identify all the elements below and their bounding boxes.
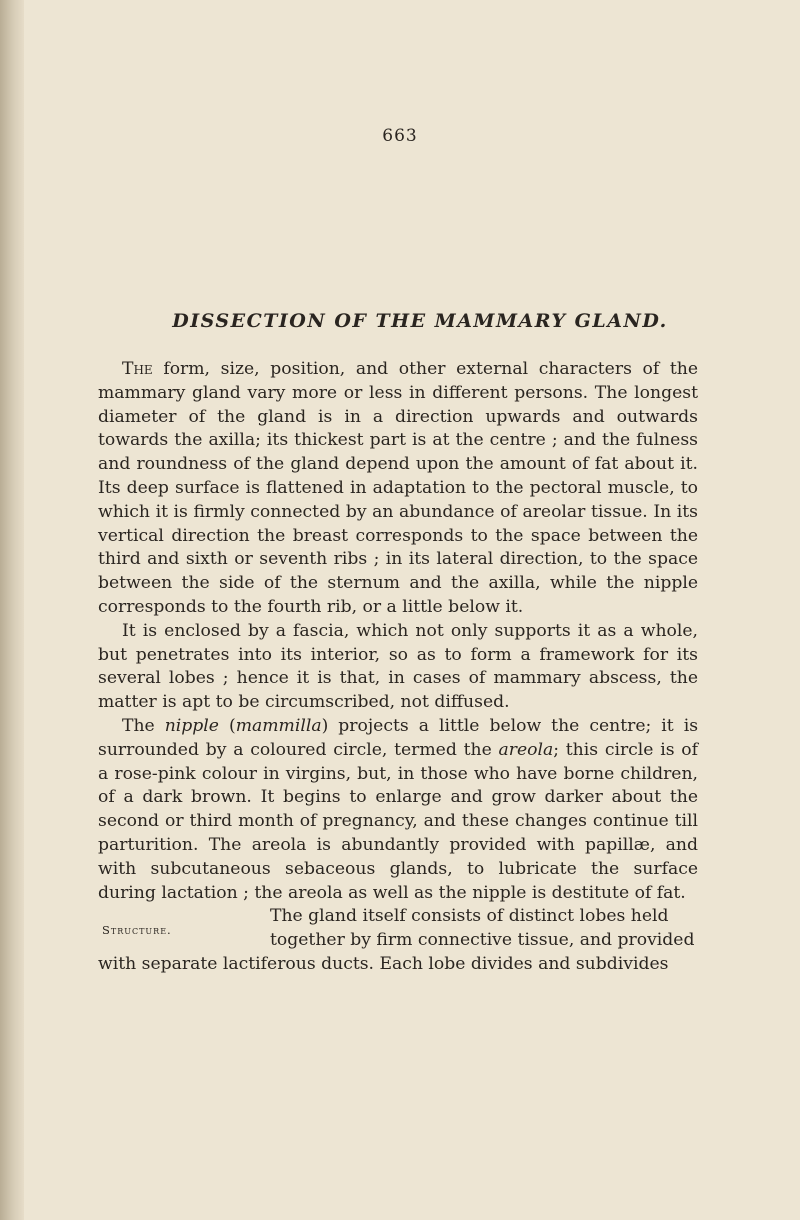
paragraph-3: The nipple (mammilla) projects a little below the centre; it is surrounded by a coloured circle, termed the areola; this circle is of a rose-pink colour in virgins, but, in those who have borne children, of a dark brown. It begins to enlarge and grow darker about the second or third month of pregnancy, and these changes continue till parturition. The areola is abundantly provided with papillæ, and with subcutaneous sebaceous glands, to lubricate the surface during lactation ; the areola as well as the nipple is destitute of fat. [98,715,699,903]
paragraph-1-lead: The [122,359,153,379]
paragraph-1 [98,358,698,620]
term-areola: areola [498,739,554,760]
structure-line-3: with separate lactiferous ducts. Each lobe divides and subdivides [98,953,669,974]
term-nipple: nipple [164,715,219,736]
paragraph-1-text: form, size, position, and other external characters of the mammary gland vary more or less in different persons. The longest diameter of the gland is in a direction upwards and outwards towards the axilla; its thickest part is at the centre ; and the fulness and roundness of the gland depend upon the amount of fat about it. Its deep surface is flattened in adaptation to the pectoral muscle, to which it is firmly connected by an abundance of areolar tissue. In its vertical direction the breast corresponds to the space between the third and sixth or seventh ribs ; in its lateral direction, to the space between the side of the sternum and the axilla, while the nipple corresponds to the fourth rib, or a little below it. [98,359,698,617]
structure-section [98,905,698,976]
body-text [98,358,698,977]
term-mammilla: mammilla [235,715,322,736]
structure-line-2: together by firm connective tissue, and provided [270,930,695,951]
book-spine-shadow [0,0,24,1220]
side-heading-structure: Structure. [102,923,172,938]
page-title: DISSECTION OF THE MAMMARY GLAND. [172,310,668,332]
paragraph-2: It is enclosed by a fascia, which not only supports it as a whole, but penetrates into its interior, so as to form a framework for its several lobes ; hence it is that, in cases of mammary abscess, the matter is apt to be circumscribed, not diffused. [98,620,698,713]
structure-line-1: The gland itself consists of distinct lobes held [270,906,669,927]
page-number: 663 [382,126,418,146]
